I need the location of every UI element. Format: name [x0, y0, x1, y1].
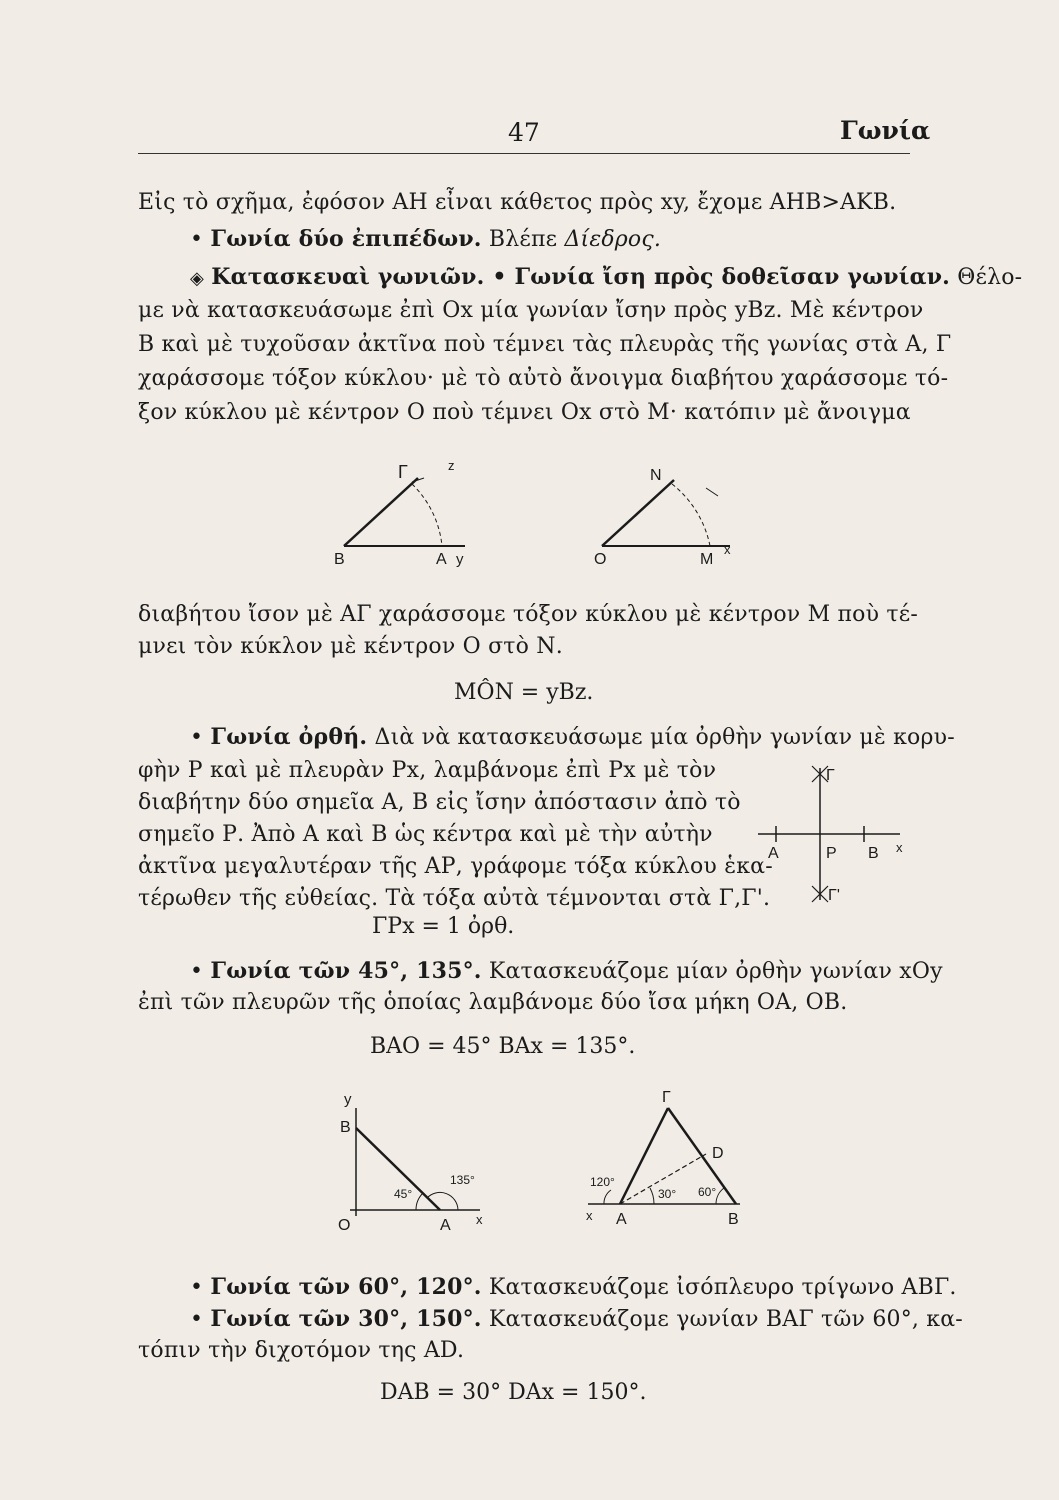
label-a: A	[440, 1217, 451, 1234]
page-number: 47	[508, 118, 540, 147]
label-n: N	[650, 467, 662, 484]
term-heading: Γωνία δύο ἐπιπέδων.	[210, 226, 482, 252]
equation: ΓΡx = 1 ὀρθ.	[372, 914, 515, 939]
text-line: με νὰ κατασκευάσωμε ἐπὶ Ox μία γωνίαν ἴσην πρὸς yBz. Μὲ κέντρον	[138, 298, 924, 323]
text-line: μνει τὸν κύκλον μὲ κέντρον Ο στὸ Ν.	[138, 634, 563, 659]
running-title: Γωνία	[840, 116, 931, 145]
cross-reference: Δίεδρος.	[564, 227, 662, 252]
label-p: P	[826, 845, 837, 862]
label-a: A	[768, 845, 779, 862]
equation: ΜÔΝ = yBz.	[454, 680, 594, 705]
label-gamma: Γ	[398, 462, 408, 482]
label-a: A	[616, 1211, 627, 1228]
angle-60-label: 60°	[698, 1185, 717, 1199]
label-a: A	[436, 551, 447, 568]
text-line: Εἰς τὸ σχῆμα, ἐφόσον ΑΗ εἶναι κάθετος πρὸς xy, ἔχομε ΑΗΒ>ΑΚΒ.	[138, 190, 897, 215]
equal-angle-figure	[320, 450, 760, 580]
text-line: Β καὶ μὲ τυχοῦσαν ἀκτῖνα ποὺ τέμνει τὰς πλευρὰς τῆς γωνίας στὰ Α, Γ	[138, 332, 952, 357]
label-y: y	[344, 1091, 352, 1108]
label-d: D	[712, 1145, 724, 1162]
label-b: B	[334, 551, 345, 568]
label-o: O	[594, 551, 607, 568]
bullet: •	[190, 959, 204, 984]
label-gamma: Γ	[662, 1089, 671, 1106]
text-line: • Γωνία τῶν 30°, 150°. Κατασκευάζομε γωνίαν ΒΑΓ τῶν 60°, κα-	[190, 1306, 963, 1332]
right-angle-diagram	[594, 467, 731, 568]
header-rule	[138, 153, 910, 154]
text-line: τέρωθεν τῆς εὐθείας. Τὰ τόξα αὐτὰ τέμνονται στὰ Γ,Γ'.	[138, 886, 771, 911]
text-line: ◈ Κατασκευαὶ γωνιῶν. • Γωνία ἴση πρὸς δοθεῖσαν γωνίαν. Θέλο-	[190, 264, 1023, 290]
label-m: M	[700, 551, 714, 568]
text-line: διαβήτην δύο σημεῖα Α, Β εἰς ἴσην ἀπόστασιν ἀπὸ τὸ	[138, 790, 741, 815]
left-angle-diagram	[334, 458, 465, 568]
equation: ΒΑΟ = 45° ΒΑx = 135°.	[370, 1034, 636, 1059]
section-heading: Κατασκευαὶ γωνιῶν. • Γωνία ἴση πρὸς δοθεῖσαν γωνίαν.	[211, 264, 951, 290]
angle-60-120-30-figure	[580, 1088, 760, 1238]
label-b: B	[868, 845, 879, 862]
text-line: σημεῖο Ρ. Ἀπὸ Α καὶ Β ὡς κέντρα καὶ μὲ τὴν αὐτὴν	[138, 822, 713, 847]
label-o: O	[338, 1217, 351, 1234]
text-line: ἐπὶ τῶν πλευρῶν τῆς ὁποίας λαμβάνομε δύο ἴσα μήκη ΟΑ, ΟΒ.	[138, 990, 848, 1015]
label-x: x	[724, 542, 731, 557]
label-gamma-prime: Γ'	[828, 887, 840, 904]
angle-45-label: 45°	[394, 1187, 413, 1201]
label-x: x	[476, 1212, 483, 1227]
term-heading: Γωνία τῶν 30°, 150°.	[210, 1306, 482, 1332]
angle-135-label: 135°	[450, 1173, 475, 1187]
label-x: x	[586, 1208, 593, 1223]
text-line: τόπιν τὴν διχοτόμον της ΑD.	[138, 1338, 465, 1363]
bullet: •	[190, 725, 204, 750]
text-line: • Γωνία δύο ἐπιπέδων. Βλέπε Δίεδρος.	[190, 226, 662, 252]
bullet: •	[190, 1275, 204, 1300]
text-line: διαβήτου ἴσον μὲ ΑΓ χαράσσομε τόξον κύκλου μὲ κέντρον Μ ποὺ τέ-	[138, 602, 918, 627]
text-line: • Γωνία τῶν 45°, 135°. Κατασκευάζομε μίαν ὀρθὴν γωνίαν xOy	[190, 958, 943, 984]
term-heading: Γωνία ὀρθή.	[210, 724, 368, 750]
bullet: •	[190, 227, 204, 252]
text-line: χαράσσομε τόξον κύκλου· μὲ τὸ αὐτὸ ἄνοιγμα διαβήτου χαράσσομε τό-	[138, 366, 949, 391]
equation: DAB = 30° DAx = 150°.	[380, 1380, 647, 1405]
label-b: B	[728, 1211, 739, 1228]
label-gamma: Γ	[826, 767, 835, 784]
label-z: z	[448, 458, 455, 473]
angle-30-label: 30°	[658, 1187, 677, 1201]
text-line: • Γωνία τῶν 60°, 120°. Κατασκευάζομε ἰσόπλευρο τρίγωνο ΑΒΓ.	[190, 1274, 957, 1300]
text-line: φὴν Ρ καὶ μὲ πλευρὰν Ρx, λαμβάνομε ἐπὶ Ρx μὲ τὸν	[138, 758, 717, 783]
term-heading: Γωνία τῶν 45°, 135°.	[210, 958, 482, 984]
angle-45-135-figure	[330, 1088, 500, 1238]
text-line: ξον κύκλου μὲ κέντρον Ο ποὺ τέμνει Ox στὸ Μ· κατόπιν μὲ ἄνοιγμα	[138, 400, 911, 425]
text-line: • Γωνία ὀρθή. Διὰ νὰ κατασκευάσωμε μία ὀρθὴν γωνίαν μὲ κορυ-	[190, 724, 955, 750]
right-angle-figure	[750, 760, 930, 920]
bullet: •	[190, 1307, 204, 1332]
text-line: ἀκτῖνα μεγαλυτέραν τῆς ΑΡ, γράφομε τόξα κύκλου ἑκα-	[138, 854, 773, 879]
label-b: B	[340, 1119, 351, 1136]
term-heading: Γωνία τῶν 60°, 120°.	[210, 1274, 482, 1300]
diamond-bullet-icon: ◈	[190, 268, 205, 289]
angle-120-label: 120°	[590, 1175, 615, 1189]
label-x: x	[896, 840, 903, 855]
label-y: y	[456, 551, 464, 568]
